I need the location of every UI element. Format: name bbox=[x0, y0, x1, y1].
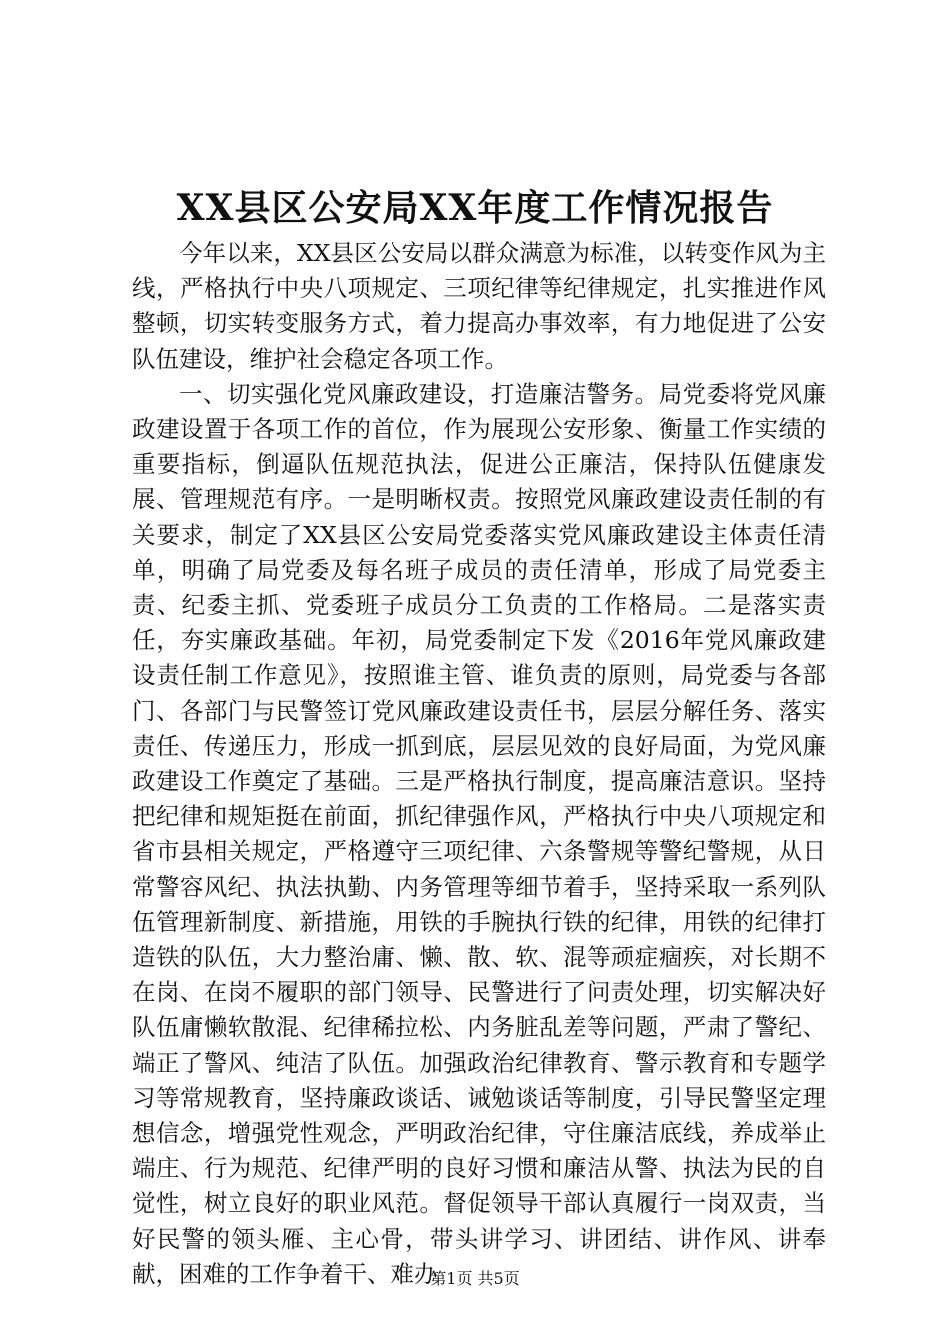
page-title: XX县区公安局XX年度工作情况报告 bbox=[176, 187, 774, 229]
paragraph-intro: 今年以来，XX县区公安局以群众满意为标准，以转变作风为主线，严格执行中央八项规定、三项纪律等纪律规定，扎实推进作风整顿，切实转变服务方式，着力提高办事效率，有力地促进了公安队伍建设，维护社会稳定各项工作。 bbox=[132, 239, 826, 373]
document-body bbox=[132, 236, 826, 1292]
page-footer: 第1页 共5页 bbox=[430, 1269, 520, 1288]
paragraph-section-1: 一、切实强化党风廉政建设，打造廉洁警务。局党委将党风廉政建设置于各项工作的首位，作为展现公安形象、衡量工作实绩的重要指标，倒逼队伍规范执法，促进公正廉洁，保持队伍健康发展、管理规范有序。一是明晰权责。按照党风廉政建设责任制的有关要求，制定了XX县区公安局党委落实党风廉政建设主体责任清单，明确了局党委及每名班子成员的责任清单，形成了局党委主责、纪委主抓、党委班子成员分工负责的工作格局。二是落实责任，夯实廉政基础。年初，局党委制定下发《2016年党风廉政建设责任制工作意见》，按照谁主管、谁负责的原则，局党委与各部门、各部门与民警签订党风廉政建设责任书，层层分解任务、落实责任、传递压力，形成一抓到底，层层见效的良好局面，为党风廉政建设工作奠定了基础。三是严格执行制度，提高廉洁意识。坚持把纪律和规矩挺在前面，抓纪律强作风，严格执行中央八项规定和省市县相关规定，严格遵守三项纪律、六条警规等警纪警规，从日常警容风纪、执法执勤、内务管理等细节着手，坚持采取一系列队伍管理新制度、新措施，用铁的手腕执行铁的纪律，用铁的纪律打造铁的队伍，大力整治庸、懒、散、软、混等顽症痼疾，对长期不在岗、在岗不履职的部门领导、民警进行了问责处理，切实解决好队伍庸懒软散混、纪律稀拉松、内务脏乱差等问题，严肃了警纪、端正了警风、纯洁了队伍。加强政治纪律教育、警示教育和专题学习等常规教育，坚持廉政谈话、诫勉谈话等制度，引导民警坚定理想信念，增强党性观念，严明政治纪律，守住廉洁底线，养成举止端庄、行为规范、纪律严明的良好习惯和廉洁从警、执法为民的自觉性，树立良好的职业风范。督促领导干部认真履行一岗双责，当好民警的领头雁、主心骨，带头讲学习、讲团结、讲作风、讲奉献，困难的工作争着干、难办 bbox=[132, 379, 826, 1288]
